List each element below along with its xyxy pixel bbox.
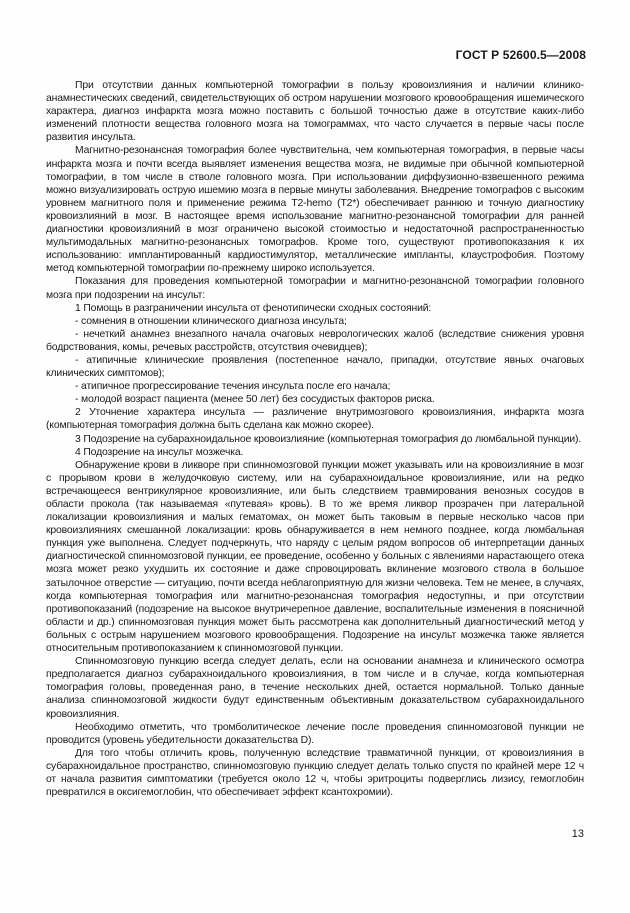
list-item: - сомнения в отношении клинического диагноза инсульта; <box>75 315 347 327</box>
list-item: - нечеткий анамнез внезапного начала очаговых неврологических жалоб (вследствие снижения уровня бодрствования, комы, речевых расстройств, отсутствия очевидцев); <box>46 328 584 353</box>
list-item: 3 Подозрение на субарахноидальное кровоизлияние (компьютерная томография до люмбальной пункции). <box>75 433 582 445</box>
list-item: 4 Подозрение на инсульт мозжечка. <box>75 446 244 458</box>
list-item: - атипичное прогрессирование течения инсульта после его начала; <box>75 381 391 393</box>
paragraph: При отсутствии данных компьютерной томографии в пользу кровоизлияния и наличии клинико-анамнестических сведений, свидетельствующих об остром нарушении мозгового кровообращения ишемического характера, диагноз инфаркта мозга можно поставить с большой точностью даже в отсутствие каких-либо изменений плотности вещества головного мозга на томограммах, что часто случается в первые часы после развития инсульта. <box>46 80 584 144</box>
paragraph: Обнаружение крови в ликворе при спинномозговой пункции может указывать или на кровоизлияние в мозг с прорывом крови в желудочковую систему, или на субарахноидальное кровоизлияние, или на редко встречающееся вентрикулярное кровоизлияние, или быть следствием травмирования венозных сосудов в области прокола (так называемая «путевая» кровь). В то же время ликвор прозрачен при латеральной локализации кровоизлияния и малых гематомах, он может быть таковым в первые несколько часов при кровоизлияниях смешанной локализации: кровь обнаруживается в нем немного позднее, когда люмбальная пункция уже выполнена. Следует подчеркнуть, что наряду с целым рядом вопросов об интерпретации данных диагностической спинномозговой пункции, ее проведение, особенно у больных с явлениями нарастающего отека мозга может резко ухудшить их состояние и даже спровоцировать вклинение мозгового ствола в большое затылочное отверстие — ситуацию, почти всегда неблагоприятную для жизни человека. Тем не менее, в случаях, когда компьютерная томография или магнитно-резонансная томография недоступны, и при отсутствии противопоказаний (подозрение на высокое внутричерепное давление, воспалительные изменения в поясничной области и др.) спинномозговая пункция может быть рассмотрена как дополнительный диагностический метод у больных с острым нарушением мозгового кровообращения. Подозрение на инсульт мозжечка также является относительным противопоказанием к спинномозговой пункции. <box>46 459 584 655</box>
page-number: 13 <box>571 828 584 840</box>
paragraph: Магнитно-резонансная томография более чувствительна, чем компьютерная томография, в первые часы инфаркта мозга и почти всегда выявляет изменения вещества мозга, не видимые при обычной компьютерной томографии, в том числе в стволе головного мозга. При использовании диффузионно-взвешенного режима можно визуализировать острую ишемию мозга в первые минуты заболевания. Внедрение томографов с высоким уровнем магнитного поля и применение режима T2-hemo (T2*) обеспечивает раннюю и точную диагностику кровоизлияний в мозг. В настоящее время использование магнитно-резонансной томографии для ранней диагностики кровоизлияний в мозг ограничено высокой стоимостью и недостаточной распространенностью мультимодальных магнитно-резонансных томографов. Кроме того, существуют противопоказания к их использованию: имплантированный кардиостимулятор, металлические импланты, клаустрофобия. Поэтому метод компьютерной томографии по-прежнему широко используется. <box>46 145 584 275</box>
paragraph: Показания для проведения компьютерной томографии и магнитно-резонансной томографии головного мозга при подозрении на инсульт: <box>46 276 584 301</box>
list-item: - атипичные клинические проявления (постепенное начало, припадки, отсутствие явных очаговых клинических симптомов); <box>46 354 584 380</box>
paragraph: Спинномозговую пункцию всегда следует делать, если на основании анамнеза и клинического осмотра предполагается диагноз субарахноидального кровоизлияния, в том числе и в случае, когда компьютерная томография головы, проведенная рано, в течение нескольких дней, остается нормальной. Только данные анализа спинномозговой жидкости будут единственным объективным доказательством субарахноидального кровоизлияния. <box>46 656 584 720</box>
list-item: 2 Уточнение характера инсульта — различение внутримозгового кровоизлияния, инфаркта мозга (компьютерная томография должна быть сделана как можно скорее). <box>46 407 584 432</box>
paragraph: Необходимо отметить, что тромболитическое лечение после проведения спинномозговой пункции не проводится (уровень убедительности доказательства D). <box>46 721 584 746</box>
standard-header: ГОСТ Р 52600.5—2008 <box>455 48 586 62</box>
document-body <box>46 79 584 799</box>
list-item: - молодой возраст пациента (менее 50 лет) без сосудистых факторов риска. <box>75 394 435 406</box>
list-item: 1 Помощь в разграничении инсульта от фенотипически сходных состояний: <box>75 302 432 314</box>
paragraph: Для того чтобы отличить кровь, полученную вследствие травматичной пункции, от кровоизлияния в субарахноидальное пространство, спинномозговую пункцию следует делать только спустя по крайней мере 12 ч от начала развития симптоматики (требуется около 12 ч, чтобы эритроциты подверглись лизису, гемоглобин превратился в оксигемоглобин, что обеспечивает эффект ксантохромии). <box>46 747 584 799</box>
